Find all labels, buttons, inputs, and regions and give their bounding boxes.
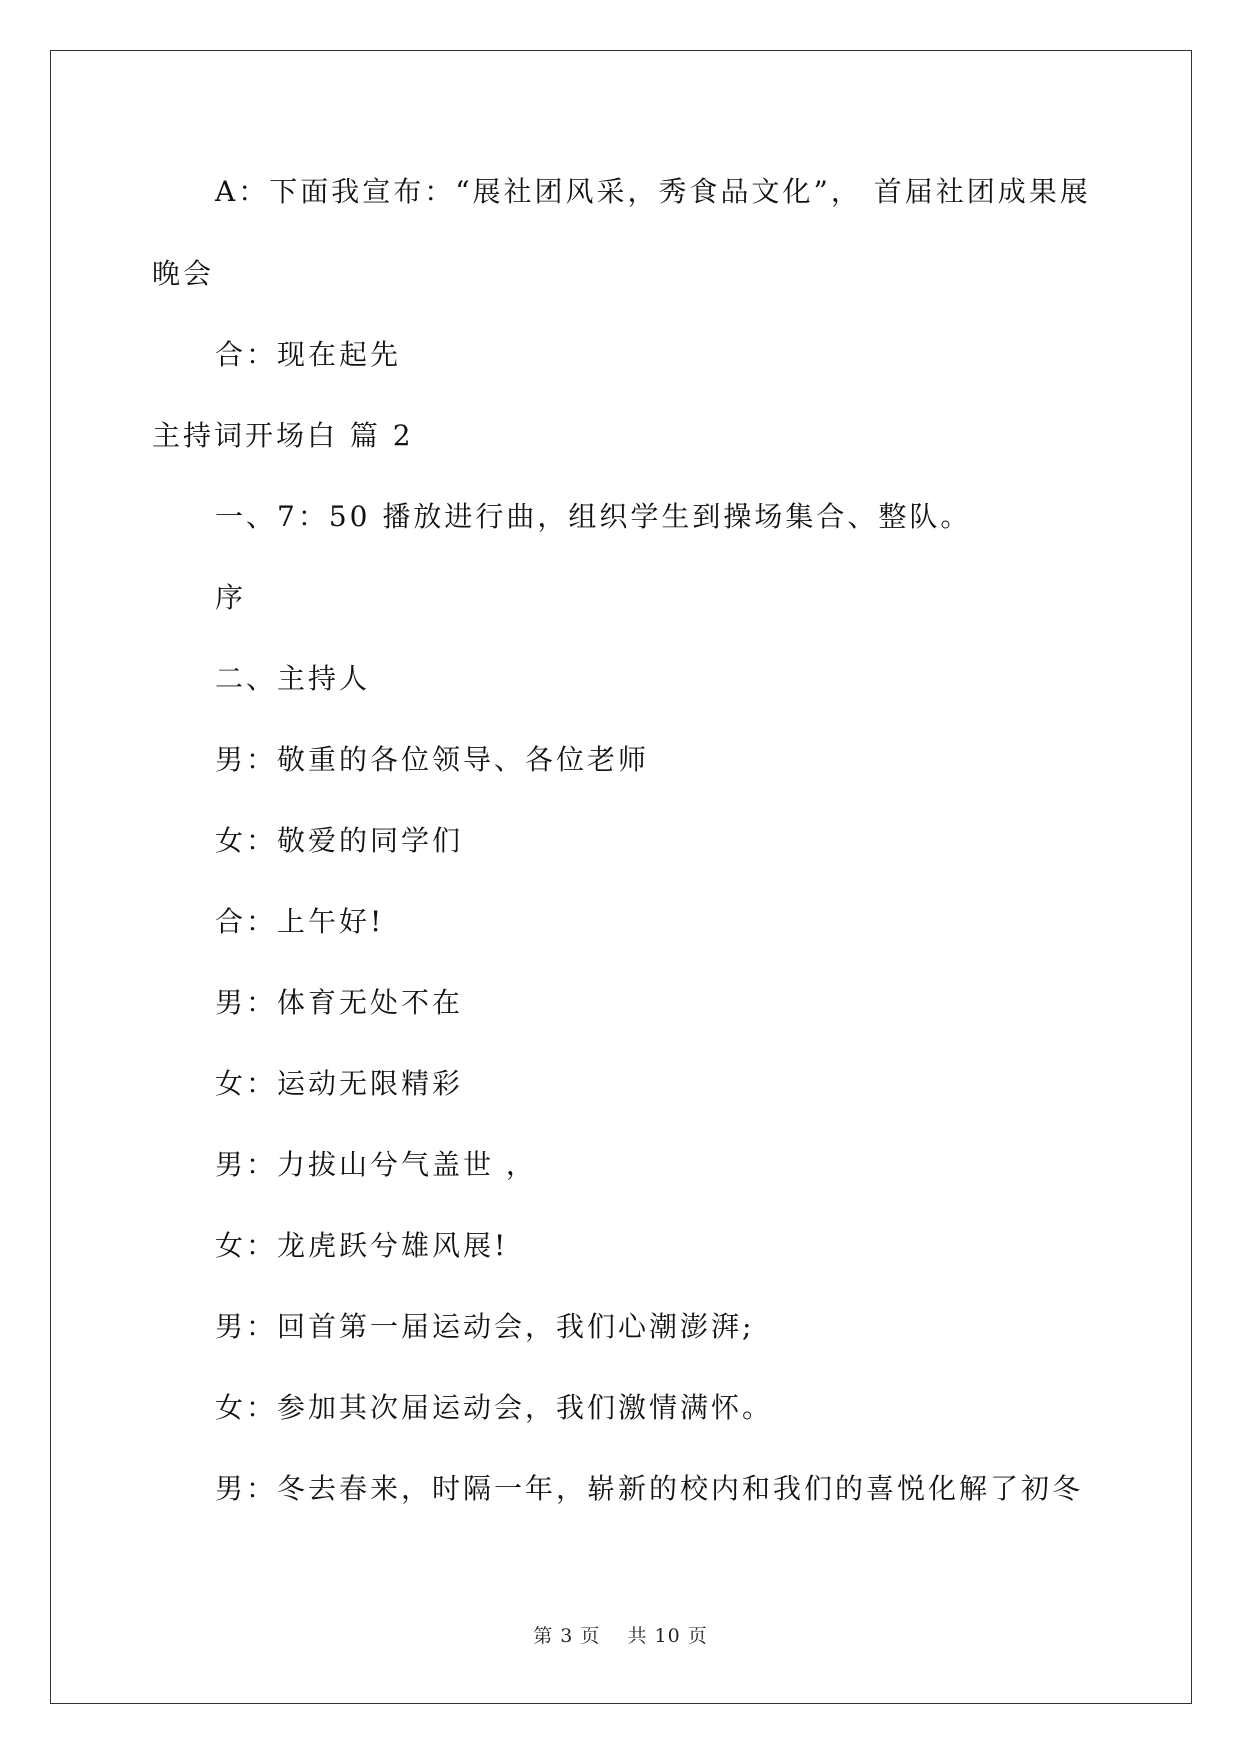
- text-line: 二、主持人: [215, 662, 371, 695]
- text-line: 序: [215, 581, 247, 614]
- text-line: 男：体育无处不在: [215, 986, 464, 1019]
- text-line: 女：龙虎跃兮雄风展!: [215, 1229, 509, 1262]
- text-line: 男：回首第一届运动会，我们心潮澎湃;: [215, 1310, 755, 1343]
- page-border: [50, 50, 1192, 1704]
- text-line: 女：敬爱的同学们: [215, 824, 464, 857]
- text-line: 女：参加其次届运动会，我们激情满怀。: [215, 1391, 774, 1424]
- text-line: 一、7：50 播放进行曲，组织学生到操场集合、整队。: [215, 500, 972, 533]
- text-line: 晚会: [152, 257, 215, 290]
- section-heading: 主持词开场白 篇 2: [152, 419, 414, 452]
- text-line: 合：现在起先: [215, 338, 402, 371]
- text-line: 合：上午好!: [215, 905, 385, 938]
- text-line: 男：力拔山兮气盖世 ，: [215, 1148, 537, 1181]
- text-line: 男：冬去春来，时隔一年，崭新的校内和我们的喜悦化解了初冬: [215, 1472, 1084, 1505]
- text-line: 男：敬重的各位领导、各位老师: [215, 743, 650, 776]
- page-number-footer: 第 3 页 共 10 页: [533, 1625, 708, 1647]
- text-line: 女：运动无限精彩: [215, 1067, 464, 1100]
- text-line: A：下面我宣布：“展社团风采，秀食品文化”， 首届社团成果展: [215, 175, 1091, 208]
